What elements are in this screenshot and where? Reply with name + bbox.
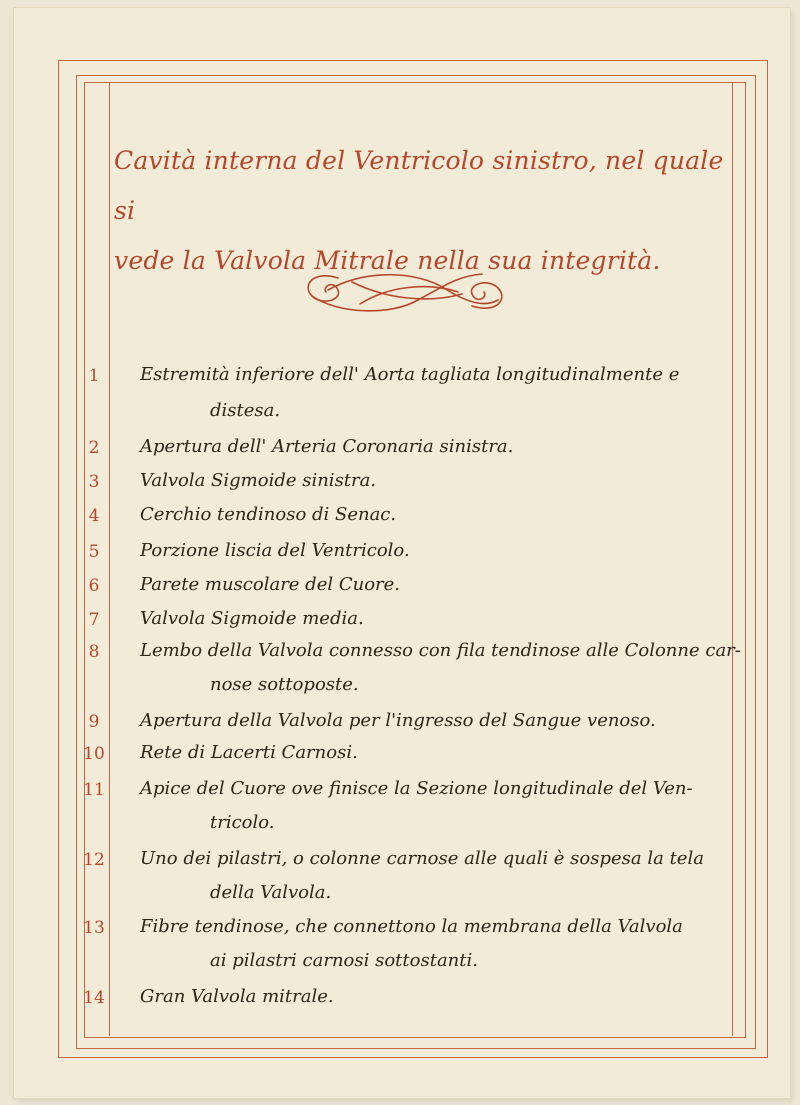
- item-number: 13: [83, 918, 105, 938]
- item-text-continuation: tricolo.: [210, 812, 275, 833]
- paper-sheet: [14, 8, 790, 1098]
- item-text: Cerchio tendinoso di Senac.: [140, 504, 397, 525]
- item-number: 7: [88, 610, 100, 630]
- item-number: 10: [83, 744, 105, 764]
- item-text-continuation: ai pilastri carnosi sottostanti.: [210, 950, 478, 971]
- item-text: Lembo della Valvola connesso con fila tendinose alle Colonne car-: [140, 640, 741, 661]
- item-number: 14: [83, 988, 105, 1008]
- item-text: Valvola Sigmoide media.: [140, 608, 364, 629]
- item-number: 6: [88, 576, 100, 596]
- item-number: 1: [88, 366, 100, 386]
- title-line-2: vede la Valvola Mitrale nella sua integrità.: [114, 246, 661, 275]
- item-number: 5: [88, 542, 100, 562]
- item-number: 12: [83, 850, 105, 870]
- item-number: 3: [88, 472, 100, 492]
- item-number: 4: [88, 506, 100, 526]
- item-text: Gran Valvola mitrale.: [140, 986, 334, 1007]
- item-text: Valvola Sigmoide sinistra.: [140, 470, 377, 491]
- item-text: Apertura della Valvola per l'ingresso del Sangue venoso.: [140, 710, 656, 731]
- item-text-continuation: nose sottoposte.: [210, 674, 359, 695]
- item-number: 11: [83, 780, 105, 800]
- item-text: Apice del Cuore ove finisce la Sezione longitudinale del Ven-: [140, 778, 693, 799]
- item-text: Apertura dell' Arteria Coronaria sinistra.: [140, 436, 514, 457]
- item-number: 8: [88, 642, 100, 662]
- item-text: Uno dei pilastri, o colonne carnose alle quali è sospesa la tela: [140, 848, 704, 869]
- decorative-flourish-icon: [298, 264, 512, 320]
- item-text: Fibre tendinose, che connettono la membrana della Valvola: [140, 916, 683, 937]
- item-text: Estremità inferiore dell' Aorta tagliata longitudinalmente e: [140, 364, 680, 385]
- item-text-continuation: della Valvola.: [210, 882, 332, 903]
- item-number: 2: [88, 438, 100, 458]
- item-number: 9: [88, 712, 100, 732]
- item-text: Porzione liscia del Ventricolo.: [140, 540, 410, 561]
- title-line-1: Cavità interna del Ventricolo sinistro, nel quale si: [114, 146, 724, 225]
- item-text: Parete muscolare del Cuore.: [140, 574, 401, 595]
- item-text: Rete di Lacerti Carnosi.: [140, 742, 358, 763]
- item-text-continuation: distesa.: [210, 400, 281, 421]
